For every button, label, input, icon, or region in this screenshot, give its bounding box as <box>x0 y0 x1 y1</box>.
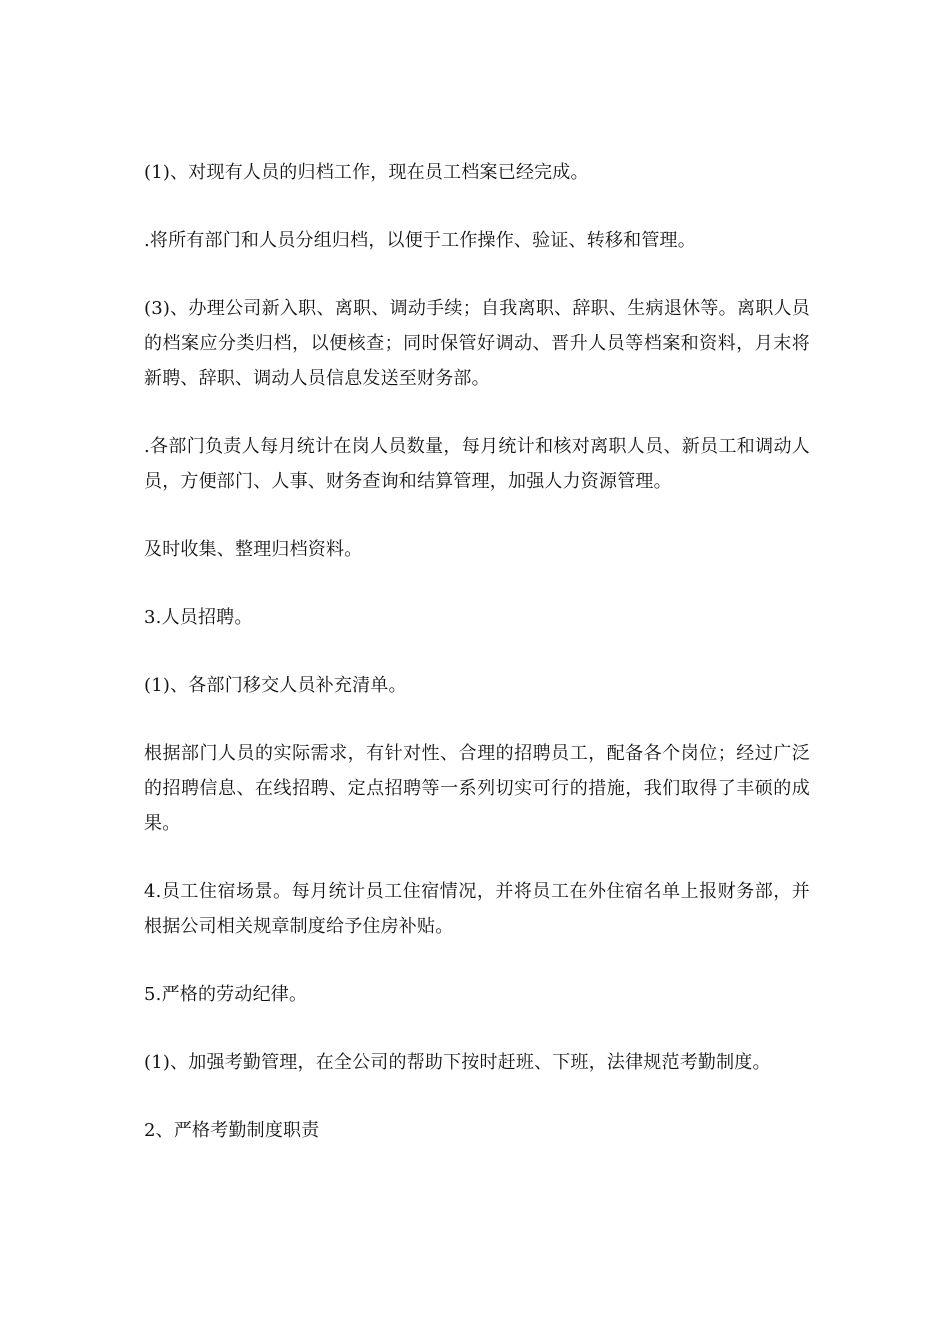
paragraph: .将所有部门和人员分组归档，以便于工作操作、验证、转移和管理。 <box>144 230 696 251</box>
paragraph: .各部门负责人每月统计在岗人员数量，每月统计和核对离职人员、新员工和调动人员，方便部门、人事、财务查询和结算管理，加强人力资源管理。 <box>144 436 810 492</box>
section-heading: 4.员工住宿场景。每月统计员工住宿情况，并将员工在外住宿名单上报财务部，并根据公司相关规章制度给予住房补贴。 <box>144 881 810 937</box>
paragraph: 及时收集、整理归档资料。 <box>144 539 363 560</box>
section-heading: 5.严格的劳动纪律。 <box>144 984 308 1005</box>
section-heading: 3.人员招聘。 <box>144 607 253 628</box>
document-body <box>144 155 810 1181</box>
paragraph: (1)、对现有人员的归档工作，现在员工档案已经完成。 <box>144 162 589 183</box>
paragraph: (1)、各部门移交人员补充清单。 <box>144 675 407 696</box>
paragraph: (3)、办理公司新入职、离职、调动手续；自我离职、辞职、生病退休等。离职人员的档案应分类归档，以便核查；同时保管好调动、晋升人员等档案和资料，月末将新聘、辞职、调动人员信息发送至财务部。 <box>144 298 810 389</box>
paragraph: (1)、加强考勤管理，在全公司的帮助下按时赶班、下班，法律规范考勤制度。 <box>144 1052 771 1073</box>
paragraph: 2、严格考勤制度职责 <box>144 1120 320 1141</box>
paragraph: 根据部门人员的实际需求，有针对性、合理的招聘员工，配备各个岗位；经过广泛的招聘信息、在线招聘、定点招聘等一系列切实可行的措施，我们取得了丰硕的成果。 <box>144 743 810 834</box>
